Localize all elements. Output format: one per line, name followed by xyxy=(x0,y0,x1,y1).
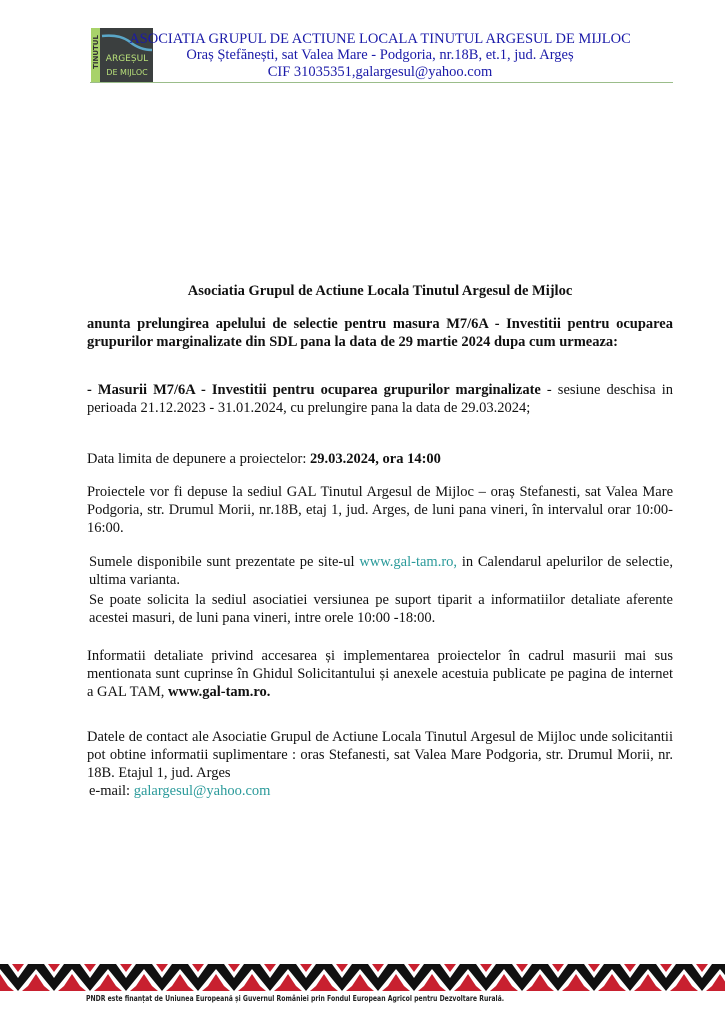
contact-info: Datele de contact ale Asociatie Grupul de Actiune Locala Tinutul Argesul de Mijloc unde solicitantii pot obtine informatii suplimentare : oras Stefanesti, sat Valea Mare Podgoria, str. Drumul Morii, nr. 18B. Etajul 1, jud. Arges xyxy=(87,729,673,781)
email-line xyxy=(89,782,675,800)
email-link[interactable]: galargesul@yahoo.com xyxy=(133,783,271,799)
sums-text-end: in Calendarul apelurilor de selectie, ultima varianta. xyxy=(89,554,673,588)
header-cif: CIF 31035351,galargesul@yahoo.com xyxy=(267,64,493,80)
detailed-info xyxy=(87,647,673,701)
header-org: ASOCIATIA GRUPUL DE ACTIUNE LOCALA TINUTUL ARGESUL DE MIJLOC xyxy=(129,31,631,47)
announcement: anunta prelungirea apelului de selectie pentru masura M7/6A - Investitii pentru ocuparea grupurilor marginalizate din SDL pana la data de 29 martie 2024 dupa cum urmeaza: xyxy=(87,316,673,350)
website-link-bold[interactable]: www.gal-tam.ro. xyxy=(168,684,271,700)
measure-name: - Masurii M7/6A - Investitii pentru ocuparea grupurilor marginalizate xyxy=(87,382,541,398)
measure-period: - sesiune deschisa in perioada 21.12.2023 - 31.01.2024, cu prelungire pana la data de 29.03.2024; xyxy=(87,382,674,416)
email-label: e-mail: xyxy=(89,783,134,799)
logo-line1: ARGEȘUL xyxy=(105,54,149,64)
logo-line2: DE MIJLOC xyxy=(106,68,148,77)
header-divider xyxy=(90,82,673,83)
detailed-info-text: Informatii detaliate privind accesarea și implementarea proiectelor în cadrul masurii mai sus mentionata sunt cuprinse în Ghidul Solicitantului și anexele acestuia publicate pe pagina de internet a GAL TAM, xyxy=(87,648,673,700)
folk-pattern-band xyxy=(0,964,725,991)
measure-item xyxy=(87,381,673,417)
sums-text: Sumele disponibile sunt prezentate pe site-ul xyxy=(89,554,360,570)
printed-info: Se poate solicita la sediul asociatiei versiunea pe suport tiparit a informatiilor detaliate aferente acestei masuri, de luni pana vineri, intre orele 10:00 -18:00. xyxy=(89,592,673,626)
submission-info: Proiectele vor fi depuse la sediul GAL Tinutul Argesul de Mijloc – oraș Stefanesti, sat Valea Mare Podgoria, str. Drumul Morii, nr.18B, etaj 1, jud. Arges, de luni pana vineri, în intervalul orar 10:00-16:00. xyxy=(87,484,673,536)
header-address: Oraș Ștefănești, sat Valea Mare - Podgoria, nr.18B, et.1, jud. Argeș xyxy=(186,47,574,63)
footer-funding-text: PNDR este finanțat de Uniunea Europeană și Guvernul României prin Fondul European Agricol pentru Dezvoltare Rurală. xyxy=(86,994,505,1003)
logo-vertical-text: TINUTUL xyxy=(92,35,100,69)
deadline-value: 29.03.2024, ora 14:00 xyxy=(310,451,441,467)
deadline-label: Data limita de depunere a proiectelor: xyxy=(87,451,311,467)
deadline xyxy=(87,450,673,468)
website-link[interactable]: www.gal-tam.ro, xyxy=(359,554,458,570)
sums-info xyxy=(89,553,673,589)
document-title: Asociatia Grupul de Actiune Locala Tinutul Argesul de Mijloc xyxy=(187,283,573,299)
